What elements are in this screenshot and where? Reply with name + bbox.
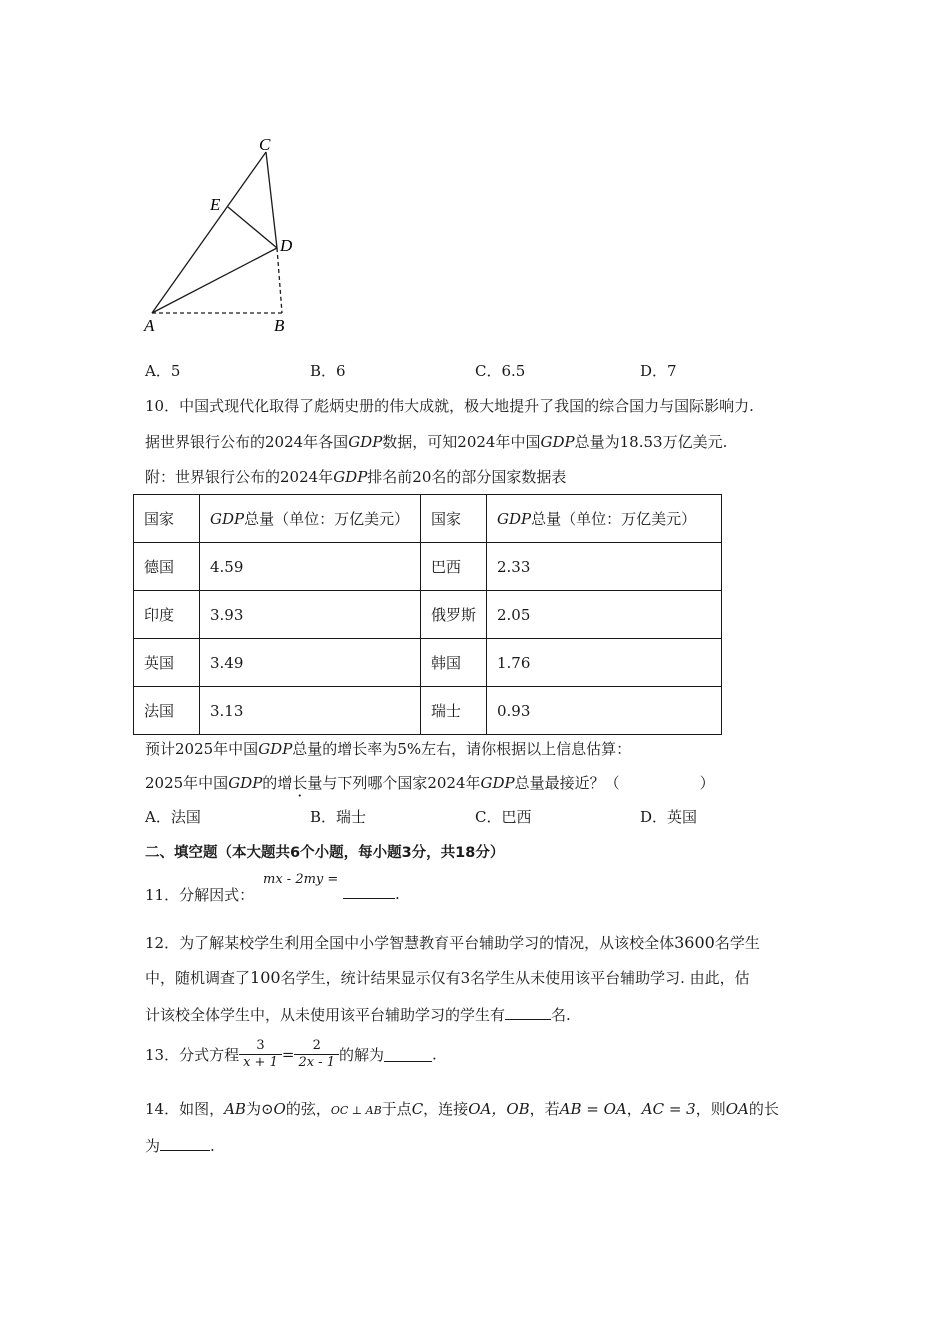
table-row: 法国 3.13 瑞士 0.93 <box>134 687 722 735</box>
gdp-table <box>133 494 722 735</box>
q10-line5: 2025年中国GDP的增长量与下列哪个国家2024年GDP总量最接近？（ ） <box>145 774 715 792</box>
q14-line2: 为 . <box>145 1137 215 1155</box>
label-c: C <box>259 135 271 154</box>
segment-ed <box>228 207 277 248</box>
label-e: E <box>210 195 221 214</box>
q11: 11．分解因式： <box>145 886 255 904</box>
table-header-row <box>134 495 722 543</box>
header-country-2: 国家 <box>421 495 487 543</box>
q9-option-c: C．6.5 <box>475 362 526 380</box>
q12-line2: 中，随机调查了100名学生，统计结果显示仅有3名学生从未使用该平台辅助学习. 由此，估 <box>145 968 750 987</box>
segment-ad <box>152 248 277 313</box>
q9-option-d: D．7 <box>640 362 677 380</box>
triangle-figure <box>140 130 310 340</box>
table-row: 印度 3.93 俄罗斯 2.05 <box>134 591 722 639</box>
q9-option-b: B．6 <box>310 362 346 380</box>
q10-line1: 10．中国式现代化取得了彪炳史册的伟大成就，极大地提升了我国的综合国力与国际影响力. <box>145 397 754 415</box>
q10-line4: 预计2025年中国GDP总量的增长率为5%左右，请你根据以上信息估算： <box>145 740 632 758</box>
q12-line1: 12．为了解某校学生利用全国中小学智慧教育平台辅助学习的情况，从该校全体3600名学生 <box>145 933 760 952</box>
segment-cd <box>266 152 277 248</box>
q11-blank: . <box>343 884 400 903</box>
q11-expr: mx - 2my = <box>263 872 339 887</box>
q10-option-c: C．巴西 <box>475 808 532 826</box>
header-country-1: 国家 <box>134 495 200 543</box>
q13: 13．分式方程 $\frac{3}{x + 1}$ = $\frac{2}{2x - 1}$ 的解为 . <box>145 1038 437 1070</box>
section2-title: 二、填空题（本大题共6个小题，每小题3分，共18分） <box>145 845 505 861</box>
segment-db-dashed <box>277 248 282 313</box>
q14-line1: 14．如图，AB为⊙O的弦，OC ⊥ AB于点C，连接OA，OB，若AB = OA，AC = 3，则OA的长 <box>145 1100 779 1118</box>
q10-option-b: B．瑞士 <box>310 808 367 826</box>
table-row: 德国 4.59 巴西 2.33 <box>134 543 722 591</box>
header-gdp-2: GDP总量（单位：万亿美元） <box>487 495 722 543</box>
segment-ac <box>152 152 266 313</box>
table-row: 英国 3.49 韩国 1.76 <box>134 639 722 687</box>
q10-line2: 据世界银行公布的2024年各国GDP数据，可知2024年中国GDP总量为18.53万亿美元. <box>145 433 728 451</box>
header-gdp-1: GDP总量（单位：万亿美元） <box>200 495 421 543</box>
q9-option-a: A．5 <box>145 362 181 380</box>
q10-option-d: D．英国 <box>640 808 698 826</box>
label-d: D <box>280 236 293 255</box>
label-a: A <box>144 316 155 335</box>
q10-line3: 附：世界银行公布的2024年GDP排名前20名的部分国家数据表 <box>145 468 567 486</box>
label-b: B <box>274 316 285 335</box>
q12-line3: 计该校全体学生中，从未使用该平台辅助学习的学生有 名. <box>145 1006 571 1024</box>
q10-option-a: A．法国 <box>145 808 201 826</box>
emphasis-growth: 增长量 <box>277 774 323 792</box>
